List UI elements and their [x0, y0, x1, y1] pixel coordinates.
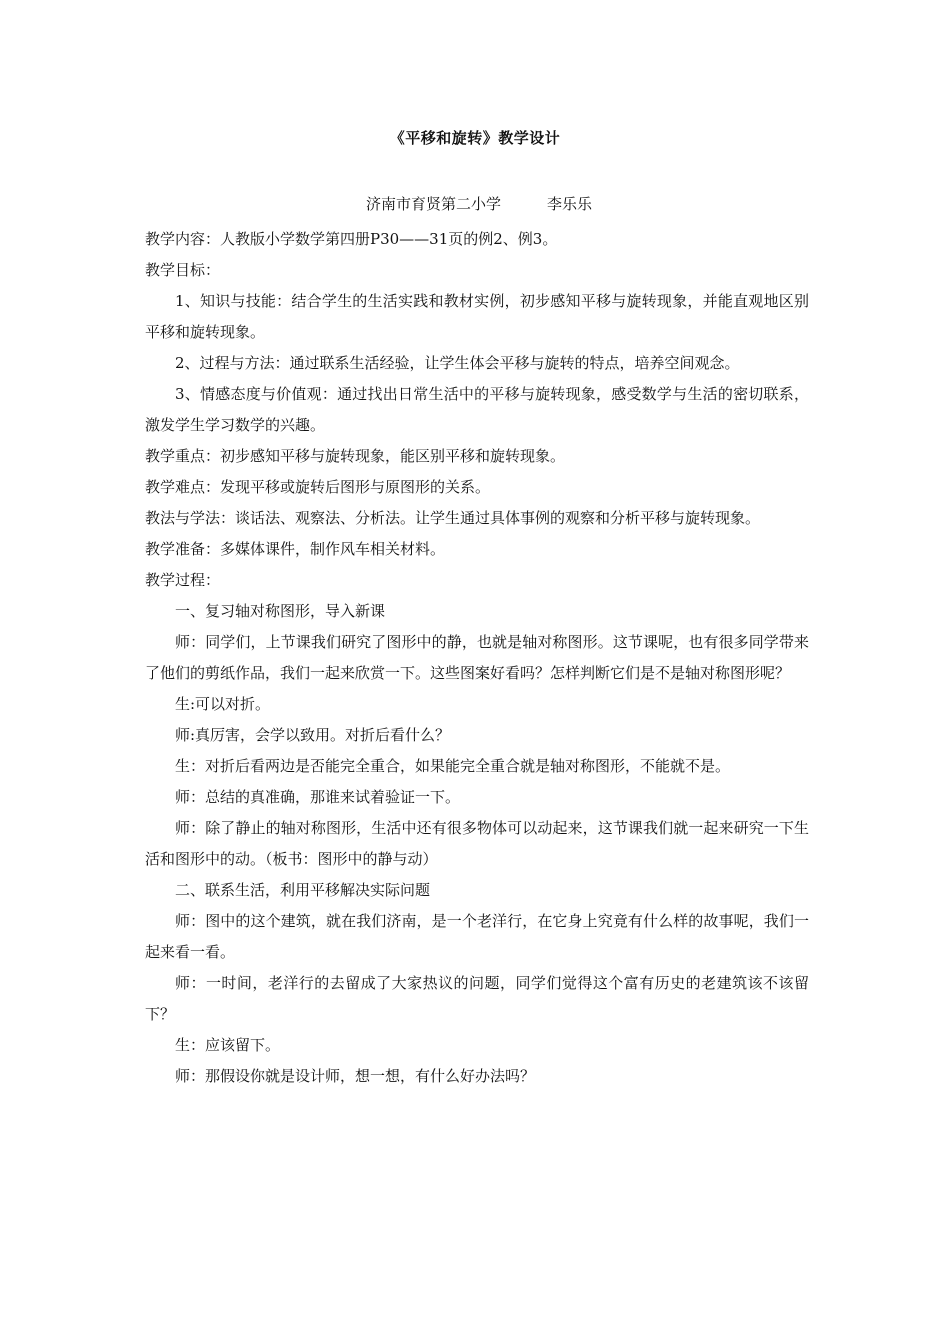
paragraph: 生：应该留下。: [175, 1036, 281, 1054]
paragraph: 教学过程：: [145, 571, 221, 589]
paragraph: 教学难点：发现平移或旋转后图形与原图形的关系。: [145, 478, 491, 496]
paragraph: 师:真厉害，会学以致用。对折后看什么？: [175, 726, 451, 744]
paragraph: 师：图中的这个建筑，就在我们济南，是一个老洋行，在它身上究竟有什么样的故事呢，我们一起来看一看。: [145, 912, 809, 961]
paragraph: 生:可以对折。: [175, 695, 271, 713]
paragraph: 教学重点：初步感知平移与旋转现象，能区别平移和旋转现象。: [145, 447, 566, 465]
paragraph: 师：一时间，老洋行的去留成了大家热议的问题，同学们觉得这个富有历史的老建筑该不该留下？: [145, 974, 809, 1023]
paragraph: 师：除了静止的轴对称图形，生活中还有很多物体可以动起来，这节课我们就一起来研究一下生活和图形中的动。（板书：图形中的静与动）: [145, 819, 809, 868]
paragraph: 教学准备：多媒体课件，制作风车相关材料。: [145, 540, 446, 558]
paragraph: 一、复习轴对称图形，导入新课: [175, 602, 386, 620]
school-name: 济南市育贤第二小学: [366, 195, 502, 213]
paragraph: 教学内容：人教版小学数学第四册P30——31页的例2、例3。: [145, 230, 558, 248]
document-body: [145, 224, 809, 1092]
paragraph: 1、知识与技能：结合学生的生活实践和教材实例，初步感知平移与旋转现象，并能直观地区别平移和旋转现象。: [145, 292, 809, 341]
paragraph: 师：总结的真准确，那谁来试着验证一下。: [175, 788, 461, 806]
document-title: 《平移和旋转》教学设计: [389, 129, 561, 147]
paragraph: 师：那假设你就是设计师，想一想，有什么好办法吗？: [175, 1067, 536, 1085]
paragraph: 师：同学们，上节课我们研究了图形中的静，也就是轴对称图形。这节课呢，也有很多同学带来了他们的剪纸作品，我们一起来欣赏一下。这些图案好看吗？怎样判断它们是不是轴对称图形呢？: [145, 633, 809, 682]
byline: [366, 193, 592, 214]
paragraph: 二、联系生活，利用平移解决实际问题: [175, 881, 431, 899]
author-name: 李乐乐: [547, 195, 593, 213]
paragraph: 教法与学法：谈话法、观察法、分析法。让学生通过具体事例的观察和分析平移与旋转现象。: [145, 509, 761, 527]
paragraph: 3、情感态度与价值观：通过找出日常生活中的平移与旋转现象，感受数学与生活的密切联系，激发学生学习数学的兴趣。: [145, 385, 809, 434]
paragraph: 教学目标：: [145, 261, 221, 279]
paragraph: 2、过程与方法：通过联系生活经验，让学生体会平移与旋转的特点，培养空间观念。: [175, 354, 740, 372]
paragraph: 生：对折后看两边是否能完全重合，如果能完全重合就是轴对称图形，不能就不是。: [175, 757, 731, 775]
